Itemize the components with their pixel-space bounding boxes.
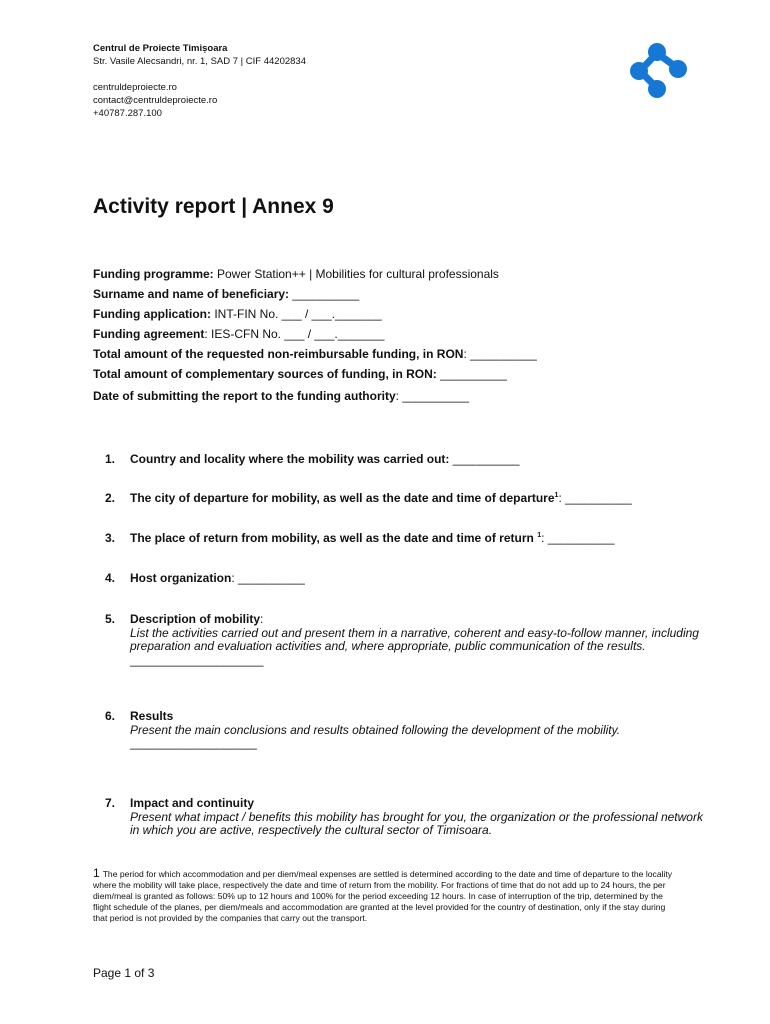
field-funding-application: Funding application: INT-FIN No. ___ / ___._______ [93, 307, 382, 321]
item-description: 5. Description of mobility: List the activities carried out and present them in a narrative, coherent and easy-to-follow manner, including preparation and evaluation activities and, where appropriate, public communication of the results. ____________________ [105, 613, 705, 667]
document-header [93, 42, 306, 120]
logo-nodes [630, 43, 687, 98]
item-return: 3. The place of return from mobility, as well as the date and time of return $^1$: __________ [105, 531, 615, 545]
footnote-ref: 1 [554, 492, 559, 499]
field-requested-amount: Total amount of the requested non-reimbursable funding, in RON: __________ [93, 347, 537, 361]
page-number: Page 1 of 3 [93, 966, 155, 980]
answer-blank: ___________________ [130, 736, 257, 750]
item-impact-text: Present what impact / benefits this mobility has brought for you, the organization or the professional network in which you are active, respectively the cultural sector of Timisoara. [130, 809, 703, 837]
share-network-icon [626, 40, 690, 102]
item-impact: 7. Impact and continuity Present what impact / benefits this mobility has brought for you, the organization or the professional network in which you are active, respectively the cultural sector of Timisoara. [105, 797, 705, 838]
org-email: contact@centruldeproiecte.ro [93, 95, 218, 106]
footnote [93, 868, 679, 924]
item-description-text: List the activities carried out and present them in a narrative, coherent and easy-to-follow manner, including preparation and evaluation activities and, where appropriate, public communication of the results. [130, 625, 699, 653]
org-website: centruldeproiecte.ro [93, 82, 177, 93]
org-phone: +40787.287.100 [93, 108, 162, 119]
footnote-ref: 1 [537, 532, 542, 539]
report-fields [93, 266, 733, 408]
org-name: Centrul de Proiecte Timișoara [93, 43, 228, 54]
footnote-number: 1 [93, 866, 100, 880]
field-submission-date: Date of submitting the report to the funding authority: __________ [93, 389, 470, 403]
field-funding-programme: Funding programme: Power Station++ | Mobilities for cultural professionals [93, 267, 499, 281]
field-complementary-amount: Total amount of complementary sources of funding, in RON: __________ [93, 367, 507, 381]
answer-blank: ____________________ [130, 652, 264, 667]
org-address: Str. Vasile Alecsandri, nr. 1, SAD 7 | CIF 44202834 [93, 56, 306, 67]
item-results: 6. Results Present the main conclusions and results obtained following the development of the mobility. ___________________ [105, 710, 705, 751]
item-results-text: Present the main conclusions and results obtained following the development of the mobility. [130, 722, 621, 737]
field-beneficiary: Surname and name of beneficiary: __________ [93, 287, 360, 301]
footnote-text: The period for which accommodation and per diem/meal expenses are settled is determined according to the date and time of departure to the locality where the mobility will take place, respectively the date and time of return from the mobility. For fractions of time that do not add up to 24 hours, the per diem/meal is granted as follows: 50% up to 12 hours and 100% for the period exceeding 12 hours. In case of interruption of the trip, determined by the flight schedule of the planes, per diem/meals and accommodation are granted at the level provided for the country of destination, only if the stay during that period is not provided by the companies that carry out the transport. [93, 869, 673, 923]
item-host-organization: 4. Host organization: __________ [105, 571, 305, 585]
item-country-locality: 1. Country and locality where the mobility was carried out: __________ [105, 452, 520, 466]
item-departure: 2. The city of departure for mobility, as well as the date and time of departure$^1$: __________ [105, 491, 632, 505]
page-title: Activity report | Annex 9 [93, 195, 334, 218]
field-funding-agreement: Funding agreement: IES-CFN No. ___ / ___._______ [93, 327, 385, 341]
